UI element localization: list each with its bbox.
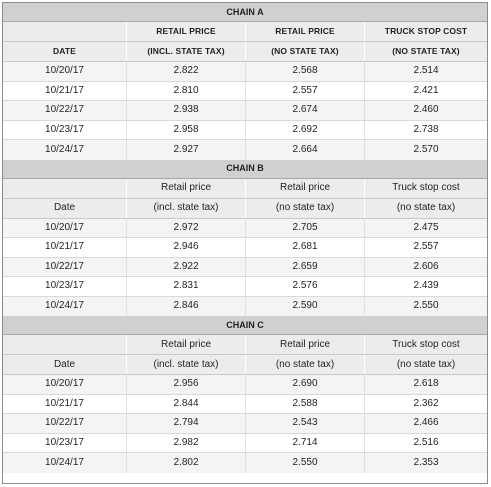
- cell-date: 10/22/17: [45, 417, 84, 429]
- column-header-row: [3, 199, 487, 219]
- cell-truck-stop-cost: 2.353: [364, 453, 487, 473]
- column-header-row: [3, 179, 487, 199]
- table-row: [3, 258, 487, 278]
- data-rows: [3, 375, 487, 473]
- cell-date: 10/20/17: [45, 221, 84, 233]
- cell-truck-stop-cost: 2.514: [364, 62, 487, 81]
- cell-truck-stop-cost: 2.516: [364, 434, 487, 453]
- cell-retail-incl-tax: 2.972: [126, 219, 245, 238]
- cell-retail-no-tax: 2.557: [245, 82, 364, 101]
- table-row: [3, 219, 487, 239]
- cell-retail-incl-tax: 2.938: [126, 101, 245, 120]
- data-rows: [3, 219, 487, 317]
- cell-truck-stop-cost: 2.618: [364, 375, 487, 394]
- cell-truck-stop-cost: 2.738: [364, 121, 487, 140]
- cell-retail-incl-tax: 2.922: [126, 258, 245, 277]
- table-row: [3, 101, 487, 121]
- cell-retail-no-tax: 2.714: [245, 434, 364, 453]
- column-header-row: [3, 355, 487, 375]
- cell-retail-no-tax: 2.690: [245, 375, 364, 394]
- cell-date: 10/21/17: [45, 397, 84, 409]
- cell-truck-stop-cost: 2.362: [364, 395, 487, 414]
- column-header-truck-stop-cost: (no state tax): [364, 199, 487, 218]
- cell-date: 10/24/17: [45, 143, 84, 155]
- cell-retail-incl-tax: 2.946: [126, 238, 245, 257]
- cell-date: 10/22/17: [45, 260, 84, 272]
- cell-retail-incl-tax: 2.810: [126, 82, 245, 101]
- column-header-truck-stop-cost: (no state tax): [364, 355, 487, 374]
- column-header-truck-stop-cost: (NO STATE TAX): [364, 42, 487, 61]
- table-row: [3, 414, 487, 434]
- cell-retail-incl-tax: 2.802: [126, 453, 245, 473]
- cell-retail-incl-tax: 2.982: [126, 434, 245, 453]
- cell-date: 10/24/17: [45, 300, 84, 312]
- column-header-retail-no-tax: RETAIL PRICE: [245, 22, 364, 41]
- cell-retail-incl-tax: 2.958: [126, 121, 245, 140]
- table-row: [3, 453, 487, 473]
- cell-truck-stop-cost: 2.460: [364, 101, 487, 120]
- table-row: [3, 395, 487, 415]
- column-header-retail-no-tax: (no state tax): [245, 355, 364, 374]
- cell-retail-incl-tax: 2.846: [126, 297, 245, 317]
- cell-retail-no-tax: 2.674: [245, 101, 364, 120]
- cell-date: 10/20/17: [45, 65, 84, 77]
- column-header-retail-incl-tax: (INCL. STATE TAX): [126, 42, 245, 61]
- chain-title-row: [3, 316, 487, 335]
- chain-title: CHAIN B: [226, 163, 264, 173]
- data-rows: [3, 62, 487, 160]
- cell-retail-no-tax: 2.664: [245, 140, 364, 160]
- column-header-truck-stop-cost: Truck stop cost: [364, 179, 487, 198]
- cell-truck-stop-cost: 2.550: [364, 297, 487, 317]
- cell-date: 10/24/17: [45, 456, 84, 468]
- chain-title-row: [3, 160, 487, 179]
- table-row: [3, 434, 487, 454]
- cell-retail-no-tax: 2.588: [245, 395, 364, 414]
- column-header-row: [3, 42, 487, 62]
- cell-truck-stop-cost: 2.557: [364, 238, 487, 257]
- column-header-row: [3, 335, 487, 355]
- cell-retail-no-tax: 2.568: [245, 62, 364, 81]
- cell-retail-no-tax: 2.705: [245, 219, 364, 238]
- price-table: [2, 2, 488, 484]
- table-row: [3, 375, 487, 395]
- cell-truck-stop-cost: 2.439: [364, 277, 487, 296]
- cell-truck-stop-cost: 2.606: [364, 258, 487, 277]
- column-header-truck-stop-cost: TRUCK STOP COST: [364, 22, 487, 41]
- cell-truck-stop-cost: 2.421: [364, 82, 487, 101]
- chain-section: [3, 3, 487, 160]
- chain-title: CHAIN A: [226, 6, 264, 17]
- column-header-retail-incl-tax: (incl. state tax): [126, 199, 245, 218]
- cell-retail-incl-tax: 2.956: [126, 375, 245, 394]
- column-header-row: [3, 22, 487, 42]
- column-header-retail-no-tax: (no state tax): [245, 199, 364, 218]
- column-header-retail-incl-tax: Retail price: [126, 335, 245, 354]
- column-header-retail-no-tax: Retail price: [245, 335, 364, 354]
- column-header-date: DATE: [53, 46, 76, 57]
- cell-date: 10/21/17: [45, 241, 84, 253]
- cell-date: 10/21/17: [45, 84, 84, 96]
- cell-date: 10/22/17: [45, 104, 84, 116]
- column-header-date: Date: [53, 202, 76, 213]
- column-header-retail-incl-tax: Retail price: [126, 179, 245, 198]
- cell-retail-incl-tax: 2.927: [126, 140, 245, 160]
- column-header-date: [3, 179, 126, 198]
- table-row: [3, 238, 487, 258]
- cell-date: 10/23/17: [45, 280, 84, 292]
- table-row: [3, 62, 487, 82]
- cell-retail-incl-tax: 2.794: [126, 414, 245, 433]
- cell-retail-no-tax: 2.659: [245, 258, 364, 277]
- chain-title: CHAIN C: [226, 319, 264, 330]
- cell-retail-incl-tax: 2.822: [126, 62, 245, 81]
- column-header-retail-no-tax: Retail price: [245, 179, 364, 198]
- cell-date: 10/20/17: [45, 378, 84, 390]
- table-row: [3, 140, 487, 160]
- cell-retail-no-tax: 2.576: [245, 277, 364, 296]
- cell-truck-stop-cost: 2.570: [364, 140, 487, 160]
- cell-retail-no-tax: 2.550: [245, 453, 364, 473]
- cell-date: 10/23/17: [45, 123, 84, 135]
- table-row: [3, 297, 487, 317]
- chain-title-row: [3, 3, 487, 22]
- chain-section: [3, 316, 487, 473]
- cell-truck-stop-cost: 2.466: [364, 414, 487, 433]
- cell-retail-no-tax: 2.692: [245, 121, 364, 140]
- column-header-date: [3, 22, 126, 41]
- column-header-retail-incl-tax: RETAIL PRICE: [126, 22, 245, 41]
- chain-section: [3, 160, 487, 317]
- cell-retail-incl-tax: 2.831: [126, 277, 245, 296]
- cell-retail-no-tax: 2.590: [245, 297, 364, 317]
- column-header-retail-no-tax: (NO STATE TAX): [245, 42, 364, 61]
- cell-retail-no-tax: 2.543: [245, 414, 364, 433]
- cell-date: 10/23/17: [45, 436, 84, 448]
- column-header-retail-incl-tax: (incl. state tax): [126, 355, 245, 374]
- cell-retail-no-tax: 2.681: [245, 238, 364, 257]
- cell-truck-stop-cost: 2.475: [364, 219, 487, 238]
- column-header-truck-stop-cost: Truck stop cost: [364, 335, 487, 354]
- cell-retail-incl-tax: 2.844: [126, 395, 245, 414]
- table-row: [3, 82, 487, 102]
- column-header-date: [3, 335, 126, 354]
- table-row: [3, 277, 487, 297]
- table-row: [3, 121, 487, 141]
- column-header-date: Date: [53, 358, 76, 370]
